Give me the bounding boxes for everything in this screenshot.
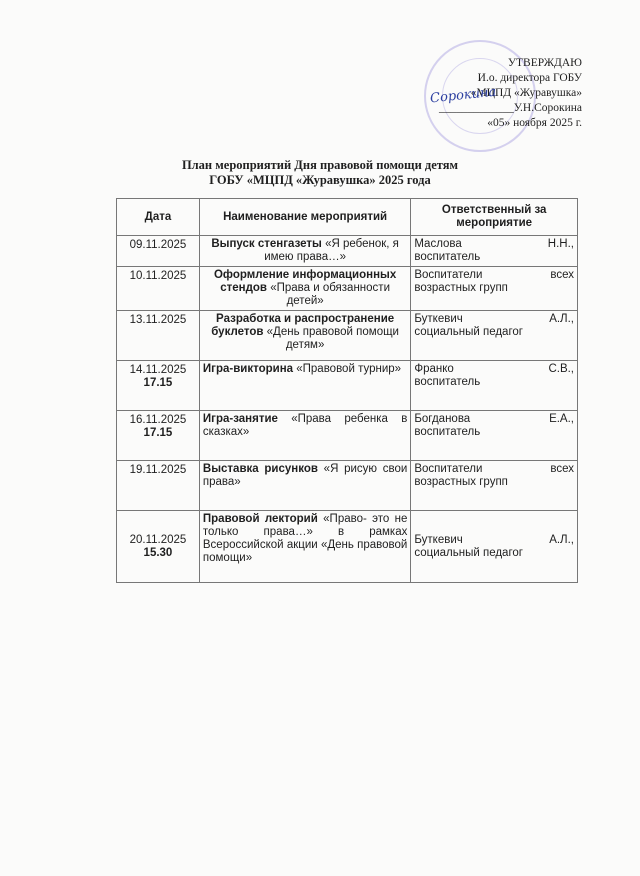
event-title: Оформление информационных стендов — [213, 269, 397, 294]
resp-initials: А.Л., — [549, 313, 574, 325]
cell-event — [199, 236, 410, 267]
approval-line: «05» ноября 2025 г. — [487, 117, 582, 129]
resp-name: Франко — [414, 363, 454, 375]
cell-date — [117, 361, 200, 411]
header-date: Дата — [117, 199, 200, 236]
table-header-row — [117, 199, 578, 236]
resp-role: воспитатель — [414, 426, 481, 438]
resp-role: социальный педагог — [414, 326, 523, 338]
cell-event — [199, 311, 410, 361]
date-text: 16.11.2025 — [129, 414, 187, 426]
cell-event — [199, 511, 410, 583]
resp-initials: Е.А., — [549, 413, 574, 425]
cell-event — [199, 361, 410, 411]
cell-date — [117, 311, 200, 361]
event-title: Выпуск стенгазеты — [211, 238, 322, 250]
resp-initials: всех — [550, 269, 574, 281]
resp-initials: А.Л., — [549, 533, 574, 546]
table-row — [117, 511, 578, 583]
approval-line: «МЦПД «Журавушка» — [470, 87, 582, 99]
cell-responsible — [411, 361, 578, 411]
cell-event — [199, 461, 410, 511]
cell-responsible — [411, 461, 578, 511]
resp-initials: С.В., — [548, 363, 574, 375]
event-topic: «Право- это не только права…» в рамках Всероссийской акции «День правовой помощи» — [202, 513, 408, 564]
event-title: Правовой лекторий — [202, 513, 318, 525]
resp-name: Маслова — [414, 238, 462, 250]
event-title: Игра-викторина — [202, 363, 294, 375]
cell-date — [117, 511, 200, 583]
event-topic: «Права и обязанности детей» — [270, 282, 390, 307]
approval-line: УТВЕРЖДАЮ — [507, 57, 582, 69]
approval-line: _____________У.Н.Сорокина — [439, 102, 582, 114]
resp-name: Воспитатели — [414, 463, 483, 475]
cell-date — [117, 461, 200, 511]
event-topic: «Права ребенка в сказках» — [202, 413, 408, 438]
cell-date — [117, 236, 200, 267]
handwritten-signature: Сорокина — [429, 84, 497, 107]
title-line: План мероприятий Дня правовой помощи детям — [181, 158, 459, 172]
date-text: 10.11.2025 — [129, 270, 187, 282]
resp-role: возрастных групп — [414, 476, 508, 488]
cell-responsible — [411, 267, 578, 311]
date-text: 09.11.2025 — [129, 239, 187, 251]
cell-responsible — [411, 511, 578, 583]
cell-event — [199, 267, 410, 311]
cell-date — [117, 267, 200, 311]
cell-event — [199, 411, 410, 461]
resp-name: Буткевич — [414, 313, 463, 325]
title-line: ГОБУ «МЦПД «Журавушка» 2025 года — [209, 173, 431, 187]
date-text: 13.11.2025 — [129, 314, 187, 326]
header-event: Наименование мероприятий — [199, 199, 410, 236]
table-row — [117, 411, 578, 461]
cell-responsible — [411, 311, 578, 361]
cell-date — [117, 411, 200, 461]
resp-name: Богданова — [414, 413, 471, 425]
table-row — [117, 236, 578, 267]
event-topic: «Я рисую свои права» — [202, 463, 408, 488]
date-text: 20.11.2025 — [129, 534, 187, 546]
table-row — [117, 267, 578, 311]
time-text: 17.15 — [143, 427, 173, 439]
approval-line: И.о. директора ГОБУ — [477, 72, 582, 84]
date-text: 14.11.2025 — [129, 364, 187, 376]
document-title — [0, 158, 640, 188]
time-text: 15.30 — [143, 547, 173, 559]
resp-role: социальный педагог — [414, 546, 523, 559]
table-row — [117, 361, 578, 411]
resp-initials: всех — [550, 463, 574, 475]
resp-name: Буткевич — [414, 533, 463, 546]
resp-role: воспитатель — [414, 251, 481, 263]
event-topic: «Я ребенок, я имею права…» — [264, 238, 399, 263]
event-title: Разработка и распространение буклетов — [211, 313, 395, 338]
resp-role: воспитатель — [414, 376, 481, 388]
table-row — [117, 461, 578, 511]
event-topic: «День правовой помощи детям» — [266, 326, 399, 351]
table-row — [117, 311, 578, 361]
event-title: Игра-занятие — [202, 413, 278, 425]
event-title: Выставка рисунков — [202, 463, 318, 475]
date-text: 19.11.2025 — [129, 464, 187, 476]
cell-responsible — [411, 236, 578, 267]
cell-responsible — [411, 411, 578, 461]
resp-role: возрастных групп — [414, 282, 508, 294]
events-table — [116, 198, 578, 583]
resp-initials: Н.Н., — [547, 238, 574, 250]
time-text: 17.15 — [143, 377, 173, 389]
resp-name: Воспитатели — [414, 269, 483, 281]
header-responsible: Ответственный за мероприятие — [411, 199, 578, 236]
event-topic: «Правовой турнир» — [296, 363, 402, 375]
